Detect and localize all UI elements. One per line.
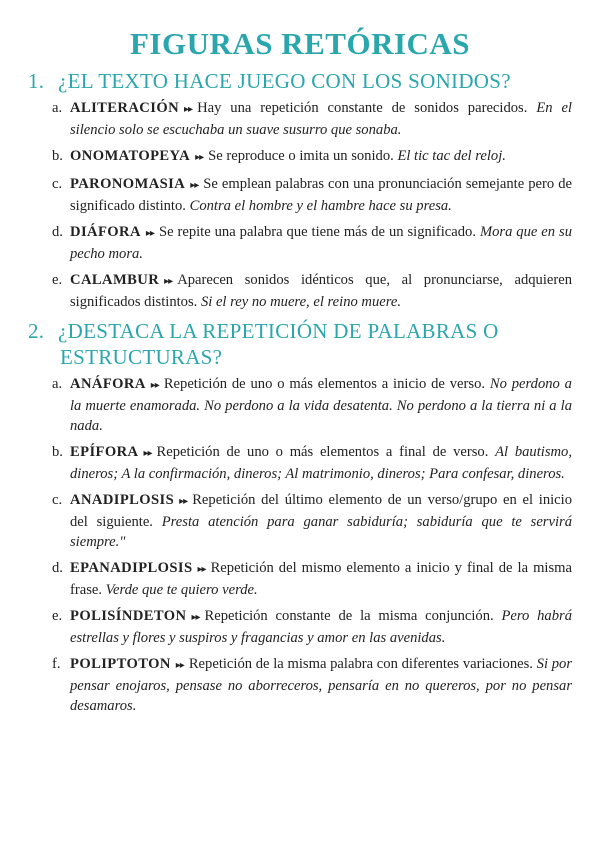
list-item xyxy=(28,174,572,216)
figure-example: Mora que en su pecho mora. xyxy=(70,224,572,262)
list-item xyxy=(28,222,572,264)
figure-term: ONOMATOPEYA xyxy=(70,148,191,164)
figure-definition: Repetición del mismo elemento a inicio y final de la misma frase. xyxy=(70,560,572,598)
figure-term: DIÁFORA xyxy=(70,224,141,240)
arrow-icon: ▸▸ xyxy=(184,104,193,115)
list-item xyxy=(28,558,572,600)
section-heading xyxy=(28,68,572,94)
figure-term: ALITERACIÓN xyxy=(70,100,180,116)
item-letter: a. xyxy=(52,376,63,392)
figure-definition: Repetición de uno o más elementos a inicio de verso. xyxy=(163,376,486,392)
figure-list xyxy=(28,374,572,716)
figure-definition: Aparecen sonidos idénticos que, al pronunciarse, adquieren significados distintos. xyxy=(70,272,572,310)
figure-example: Si el rey no muere, el reino muere. xyxy=(200,294,402,310)
arrow-icon: ▸▸ xyxy=(195,152,204,163)
list-item xyxy=(28,98,572,140)
section-heading-text: ¿DESTACA LA REPETICIÓN DE PALABRAS O xyxy=(58,319,499,343)
figure-term: ANADIPLOSIS xyxy=(70,492,175,508)
item-letter: e. xyxy=(52,272,63,288)
figure-definition: Repetición constante de la misma conjunción. xyxy=(204,608,494,624)
section-number: 1. xyxy=(28,69,45,93)
section-heading-text: ¿EL TEXTO HACE JUEGO CON LOS SONIDOS? xyxy=(58,69,511,93)
item-letter: d. xyxy=(52,224,63,240)
figure-term: EPANADIPLOSIS xyxy=(70,560,193,576)
item-letter: f. xyxy=(52,656,61,672)
arrow-icon: ▸▸ xyxy=(179,496,188,507)
section-heading xyxy=(28,318,572,370)
figure-term: ANÁFORA xyxy=(70,376,146,392)
figure-definition: Repetición de uno o más elementos a final de verso. xyxy=(156,444,489,460)
figure-example: No perdono a la muerte enamorada. No perdono a la vida desatenta. No perdono a la tierra ni a la nada. xyxy=(70,376,572,434)
arrow-icon: ▸▸ xyxy=(164,276,173,287)
list-item xyxy=(28,146,572,168)
item-letter: b. xyxy=(52,444,63,460)
figure-term: POLIPTOTON xyxy=(70,656,171,672)
item-letter: c. xyxy=(52,492,63,508)
arrow-icon: ▸▸ xyxy=(143,448,152,459)
item-letter: b. xyxy=(52,148,63,164)
list-item xyxy=(28,442,572,484)
figure-definition: Se emplean palabras con una pronunciación semejante pero de significado distinto. xyxy=(70,176,572,214)
figure-example: Contra el hombre y el hambre hace su presa. xyxy=(189,198,452,214)
item-letter: a. xyxy=(52,100,63,116)
figure-example: Presta atención para ganar sabiduría; sabiduría que te servirá siempre." xyxy=(70,514,572,550)
list-item xyxy=(28,490,572,552)
figure-definition: Repetición del último elemento de un verso/grupo en el inicio del siguiente. xyxy=(70,492,572,530)
section-heading-continuation: ESTRUCTURAS? xyxy=(60,345,223,369)
section-number: 2. xyxy=(28,319,45,343)
arrow-icon: ▸▸ xyxy=(197,564,206,575)
sections-container xyxy=(28,68,572,716)
item-letter: d. xyxy=(52,560,63,576)
arrow-icon: ▸▸ xyxy=(191,612,200,623)
figure-definition: Se reproduce o imita un sonido. xyxy=(208,148,394,164)
list-item xyxy=(28,270,572,312)
figure-example: Al bautismo, dineros; A la confirmación, dineros; Al matrimonio, dineros; Para confesar, dineros. xyxy=(70,444,573,482)
figure-example: El tic tac del reloj. xyxy=(397,148,506,164)
item-letter: c. xyxy=(52,176,63,192)
page-title: FIGURAS RETÓRICAS xyxy=(129,26,471,61)
item-letter: e. xyxy=(52,608,63,624)
figure-term: POLISÍNDETON xyxy=(70,608,187,624)
figure-definition: Repetición de la misma palabra con diferentes variaciones. xyxy=(188,656,533,672)
arrow-icon: ▸▸ xyxy=(150,380,159,391)
figure-term: CALAMBUR xyxy=(70,272,160,288)
figure-definition: Hay una repetición constante de sonidos parecidos. xyxy=(197,100,528,116)
figure-example: Si por pensar enojaros, pensase no aborreceros, pensaría en no quereros, por no pensar desamaros. xyxy=(70,656,572,714)
figure-list xyxy=(28,98,572,312)
list-item xyxy=(28,606,572,648)
figure-definition: Se repite una palabra que tiene más de un significado. xyxy=(158,224,476,240)
figure-term: PARONOMASIA xyxy=(70,176,186,192)
list-item xyxy=(28,654,572,716)
figure-example: Verde que te quiero verde. xyxy=(105,582,258,598)
arrow-icon: ▸▸ xyxy=(145,228,154,239)
arrow-icon: ▸▸ xyxy=(175,660,184,671)
figure-example: Pero habrá estrellas y flores y suspiros y fragancias y amor en las avenidas. xyxy=(70,608,572,646)
figure-example: En el silencio solo se escuchaba un suave susurro que sonaba. xyxy=(70,100,572,138)
arrow-icon: ▸▸ xyxy=(190,180,199,191)
figure-term: EPÍFORA xyxy=(70,444,139,460)
list-item xyxy=(28,374,572,436)
